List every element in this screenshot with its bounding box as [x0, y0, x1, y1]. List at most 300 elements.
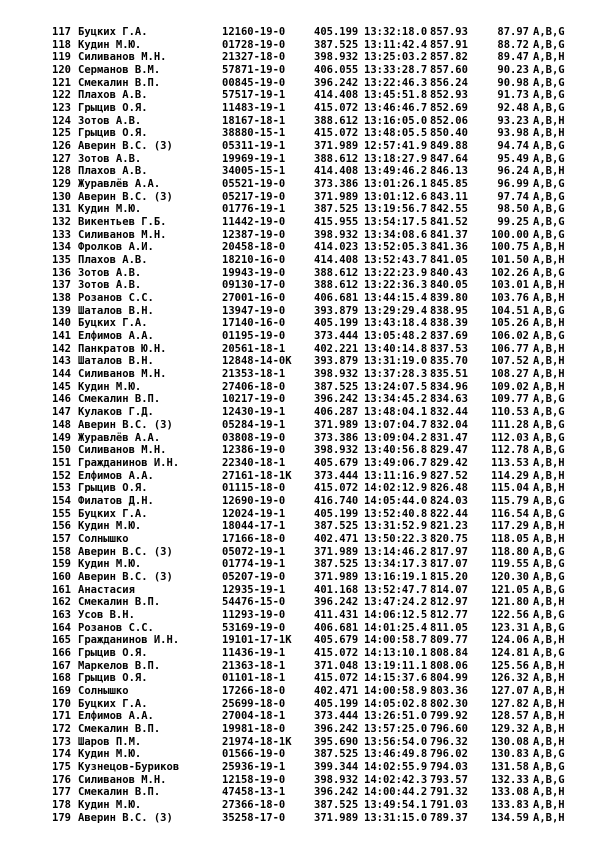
- group-code: A,B,G: [533, 507, 565, 520]
- distance: 405.199: [314, 697, 359, 710]
- table-row: [0, 495, 600, 508]
- place-number: 164: [52, 621, 71, 634]
- arrival-time: 13:14:46.2: [364, 545, 428, 558]
- coefficient: 120.30: [491, 570, 529, 583]
- ring-number: 19101-17-1K: [222, 634, 292, 647]
- table-row: [0, 330, 600, 343]
- coefficient: 133.83: [491, 798, 529, 811]
- arrival-time: 13:45:51.8: [364, 89, 428, 102]
- coefficient: 92.48: [497, 102, 529, 115]
- ring-number: 25936-19-1: [222, 760, 286, 773]
- coefficient: 91.73: [497, 89, 529, 102]
- fancier-name: Зотов А.В.: [78, 279, 142, 292]
- fancier-name: Силиванов М.Н.: [78, 368, 167, 381]
- ring-number: 12386-19-0: [222, 444, 286, 457]
- arrival-time: 13:34:08.6: [364, 228, 428, 241]
- speed: 815.20: [430, 570, 468, 583]
- distance: 388.612: [314, 114, 359, 127]
- coefficient: 126.32: [491, 672, 529, 685]
- distance: 414.023: [314, 241, 359, 254]
- distance: 388.612: [314, 279, 359, 292]
- fancier-name: Зотов А.В.: [78, 114, 142, 127]
- arrival-time: 13:19:56.7: [364, 203, 428, 216]
- table-row: [0, 558, 600, 571]
- coefficient: 107.52: [491, 355, 529, 368]
- speed: 817.97: [430, 545, 468, 558]
- speed: 841.52: [430, 216, 468, 229]
- fancier-name: Панкратов Ю.Н.: [78, 342, 167, 355]
- place-number: 127: [52, 152, 71, 165]
- ring-number: 05072-19-1: [222, 545, 286, 558]
- arrival-time: 12:57:41.9: [364, 140, 428, 153]
- distance: 388.612: [314, 152, 359, 165]
- distance: 405.199: [314, 507, 359, 520]
- group-code: A,B,H: [533, 672, 565, 685]
- coefficient: 96.24: [497, 165, 529, 178]
- distance: 396.242: [314, 786, 359, 799]
- arrival-time: 13:52:40.8: [364, 507, 428, 520]
- coefficient: 99.25: [497, 216, 529, 229]
- coefficient: 103.01: [491, 279, 529, 292]
- fancier-name: Аверин В.С. (З): [78, 545, 173, 558]
- place-number: 157: [52, 532, 71, 545]
- table-row: [0, 292, 600, 305]
- ring-number: 35258-17-0: [222, 811, 286, 824]
- ring-number: 05521-19-0: [222, 178, 286, 191]
- distance: 402.471: [314, 532, 359, 545]
- ring-number: 27406-18-0: [222, 380, 286, 393]
- speed: 841.05: [430, 254, 468, 267]
- speed: 804.99: [430, 672, 468, 685]
- ring-number: 21327-18-0: [222, 51, 286, 64]
- group-code: A,B,G: [533, 418, 565, 431]
- ring-number: 01774-19-1: [222, 558, 286, 571]
- coefficient: 109.02: [491, 380, 529, 393]
- place-number: 155: [52, 507, 71, 520]
- fancier-name: Аверин В.С. (З): [78, 140, 173, 153]
- arrival-time: 13:57:25.0: [364, 722, 428, 735]
- group-code: A,B,G: [533, 203, 565, 216]
- arrival-time: 13:01:26.1: [364, 178, 428, 191]
- place-number: 153: [52, 482, 71, 495]
- group-code: A,B,H: [533, 786, 565, 799]
- distance: 399.344: [314, 760, 359, 773]
- table-row: [0, 89, 600, 102]
- ring-number: 12690-19-0: [222, 494, 286, 507]
- ring-number: 18210-16-0: [222, 254, 286, 267]
- ring-number: 47458-13-1: [222, 786, 286, 799]
- fancier-name: Силиванов М.Н.: [78, 773, 167, 786]
- speed: 824.03: [430, 494, 468, 507]
- distance: 387.525: [314, 798, 359, 811]
- fancier-name: Усов В.Н.: [78, 608, 135, 621]
- table-row: [0, 406, 600, 419]
- place-number: 178: [52, 798, 71, 811]
- arrival-time: 13:07:04.7: [364, 418, 428, 431]
- group-code: A,B,H: [533, 51, 565, 64]
- table-row: [0, 482, 600, 495]
- place-number: 159: [52, 558, 71, 571]
- speed: 808.84: [430, 646, 468, 659]
- ring-number: 18044-17-1: [222, 520, 286, 533]
- ring-number: 19943-19-0: [222, 266, 286, 279]
- distance: 398.932: [314, 773, 359, 786]
- speed: 832.44: [430, 406, 468, 419]
- distance: 405.679: [314, 456, 359, 469]
- group-code: A,B,G: [533, 406, 565, 419]
- place-number: 122: [52, 89, 71, 102]
- arrival-time: 13:26:51.0: [364, 710, 428, 723]
- arrival-time: 13:24:07.5: [364, 380, 428, 393]
- distance: 415.072: [314, 672, 359, 685]
- group-code: A,B,G: [533, 228, 565, 241]
- place-number: 156: [52, 520, 71, 533]
- speed: 839.80: [430, 292, 468, 305]
- speed: 817.07: [430, 558, 468, 571]
- speed: 847.64: [430, 152, 468, 165]
- group-code: A,B,G: [533, 76, 565, 89]
- arrival-time: 13:01:12.6: [364, 190, 428, 203]
- distance: 387.525: [314, 380, 359, 393]
- group-code: A,B,G: [533, 494, 565, 507]
- fancier-name: Грыцив О.Я.: [78, 672, 148, 685]
- place-number: 131: [52, 203, 71, 216]
- coefficient: 131.58: [491, 760, 529, 773]
- speed: 850.40: [430, 127, 468, 140]
- coefficient: 121.05: [491, 583, 529, 596]
- arrival-time: 14:02:12.9: [364, 482, 428, 495]
- ring-number: 01195-19-0: [222, 330, 286, 343]
- coefficient: 113.53: [491, 456, 529, 469]
- results-table: [0, 26, 600, 824]
- fancier-name: Грыцив О.Я.: [78, 102, 148, 115]
- distance: 373.444: [314, 469, 359, 482]
- distance: 398.932: [314, 228, 359, 241]
- arrival-time: 13:49:06.7: [364, 456, 428, 469]
- place-number: 135: [52, 254, 71, 267]
- group-code: A,B,G: [533, 190, 565, 203]
- arrival-time: 13:29:29.4: [364, 304, 428, 317]
- group-code: A,B,G: [533, 178, 565, 191]
- coefficient: 118.05: [491, 532, 529, 545]
- distance: 415.955: [314, 216, 359, 229]
- group-code: A,B,H: [533, 165, 565, 178]
- place-number: 120: [52, 64, 71, 77]
- table-row: [0, 786, 600, 799]
- ring-number: 05217-19-0: [222, 190, 286, 203]
- group-code: A,B,G: [533, 748, 565, 761]
- coefficient: 93.98: [497, 127, 529, 140]
- table-row: [0, 660, 600, 673]
- coefficient: 98.50: [497, 203, 529, 216]
- group-code: A,B,H: [533, 659, 565, 672]
- speed: 835.51: [430, 368, 468, 381]
- arrival-time: 14:15:37.6: [364, 672, 428, 685]
- table-row: [0, 508, 600, 521]
- arrival-time: 13:22:23.9: [364, 266, 428, 279]
- fancier-name: Аверин В.С. (З): [78, 190, 173, 203]
- coefficient: 112.03: [491, 431, 529, 444]
- distance: 415.072: [314, 646, 359, 659]
- place-number: 175: [52, 760, 71, 773]
- fancier-name: Грыцив О.Я.: [78, 482, 148, 495]
- group-code: A,B,G: [533, 38, 565, 51]
- place-number: 152: [52, 469, 71, 482]
- arrival-time: 13:32:18.0: [364, 26, 428, 38]
- distance: 398.932: [314, 444, 359, 457]
- group-code: A,B,H: [533, 596, 565, 609]
- coefficient: 114.29: [491, 469, 529, 482]
- group-code: A,B,G: [533, 621, 565, 634]
- arrival-time: 14:06:12.5: [364, 608, 428, 621]
- speed: 849.88: [430, 140, 468, 153]
- arrival-time: 14:00:44.2: [364, 786, 428, 799]
- distance: 398.932: [314, 368, 359, 381]
- coefficient: 115.79: [491, 494, 529, 507]
- place-number: 179: [52, 811, 71, 824]
- fancier-name: Кудин М.Ю.: [78, 798, 142, 811]
- fancier-name: Плахов А.В.: [78, 254, 148, 267]
- fancier-name: Кулаков Г.Д.: [78, 406, 154, 419]
- fancier-name: Аверин В.С. (З): [78, 418, 173, 431]
- table-row: [0, 64, 600, 77]
- fancier-name: Кудин М.Ю.: [78, 380, 142, 393]
- table-row: [0, 672, 600, 685]
- place-number: 162: [52, 596, 71, 609]
- table-row: [0, 254, 600, 267]
- distance: 415.072: [314, 482, 359, 495]
- group-code: A,B,G: [533, 152, 565, 165]
- fancier-name: Буцких Г.А.: [78, 26, 148, 38]
- fancier-name: Плахов А.В.: [78, 89, 148, 102]
- distance: 371.989: [314, 190, 359, 203]
- fancier-name: Шаталов В.Н.: [78, 304, 154, 317]
- fancier-name: Смекалин В.П.: [78, 722, 161, 735]
- place-number: 169: [52, 684, 71, 697]
- arrival-time: 14:01:25.4: [364, 621, 428, 634]
- place-number: 165: [52, 634, 71, 647]
- place-number: 161: [52, 583, 71, 596]
- fancier-name: Силиванов М.Н.: [78, 228, 167, 241]
- fancier-name: Журавлёв А.А.: [78, 431, 161, 444]
- table-row: [0, 457, 600, 470]
- fancier-name: Розанов С.С.: [78, 621, 154, 634]
- arrival-time: 13:54:17.5: [364, 216, 428, 229]
- arrival-time: 13:48:05.5: [364, 127, 428, 140]
- place-number: 118: [52, 38, 71, 51]
- fancier-name: Кудин М.Ю.: [78, 748, 142, 761]
- ring-number: 12430-19-1: [222, 406, 286, 419]
- arrival-time: 13:52:05.3: [364, 241, 428, 254]
- distance: 388.612: [314, 266, 359, 279]
- place-number: 139: [52, 304, 71, 317]
- ring-number: 21353-18-1: [222, 368, 286, 381]
- place-number: 171: [52, 710, 71, 723]
- coefficient: 100.75: [491, 241, 529, 254]
- speed: 835.70: [430, 355, 468, 368]
- fancier-name: Аверин В.С. (З): [78, 570, 173, 583]
- speed: 852.93: [430, 89, 468, 102]
- arrival-time: 13:31:52.9: [364, 520, 428, 533]
- table-row: [0, 355, 600, 368]
- group-code: A,B,H: [533, 317, 565, 330]
- ring-number: 57517-19-1: [222, 89, 286, 102]
- coefficient: 133.08: [491, 786, 529, 799]
- coefficient: 110.53: [491, 406, 529, 419]
- fancier-name: Силиванов М.Н.: [78, 51, 167, 64]
- speed: 812.97: [430, 596, 468, 609]
- speed: 811.05: [430, 621, 468, 634]
- place-number: 132: [52, 216, 71, 229]
- group-code: A,B,H: [533, 456, 565, 469]
- place-number: 176: [52, 773, 71, 786]
- coefficient: 115.04: [491, 482, 529, 495]
- arrival-time: 13:43:18.4: [364, 317, 428, 330]
- group-code: A,B,H: [533, 735, 565, 748]
- speed: 808.06: [430, 659, 468, 672]
- arrival-time: 14:02:55.9: [364, 760, 428, 773]
- fancier-name: Зотов А.В.: [78, 266, 142, 279]
- ring-number: 11293-19-0: [222, 608, 286, 621]
- place-number: 163: [52, 608, 71, 621]
- group-code: A,B,G: [533, 266, 565, 279]
- ring-number: 21974-18-1K: [222, 735, 292, 748]
- coefficient: 95.49: [497, 152, 529, 165]
- coefficient: 94.74: [497, 140, 529, 153]
- fancier-name: Елфимов А.А.: [78, 330, 154, 343]
- table-row: [0, 140, 600, 153]
- table-row: [0, 710, 600, 723]
- table-row: [0, 279, 600, 292]
- distance: 398.932: [314, 51, 359, 64]
- group-code: A,B,G: [533, 102, 565, 115]
- coefficient: 88.72: [497, 38, 529, 51]
- speed: 821.23: [430, 520, 468, 533]
- speed: 793.57: [430, 773, 468, 786]
- distance: 371.048: [314, 659, 359, 672]
- arrival-time: 13:05:48.2: [364, 330, 428, 343]
- distance: 396.242: [314, 393, 359, 406]
- coefficient: 103.76: [491, 292, 529, 305]
- ring-number: 12158-19-0: [222, 773, 286, 786]
- fancier-name: Шаров П.М.: [78, 735, 142, 748]
- group-code: A,B,H: [533, 279, 565, 292]
- table-row: [0, 229, 600, 242]
- place-number: 168: [52, 672, 71, 685]
- ring-number: 11436-19-1: [222, 646, 286, 659]
- place-number: 119: [52, 51, 71, 64]
- speed: 791.03: [430, 798, 468, 811]
- group-code: A,B,H: [533, 520, 565, 533]
- distance: 371.989: [314, 418, 359, 431]
- coefficient: 129.32: [491, 722, 529, 735]
- table-row: [0, 470, 600, 483]
- table-row: [0, 153, 600, 166]
- place-number: 137: [52, 279, 71, 292]
- coefficient: 89.47: [497, 51, 529, 64]
- speed: 834.96: [430, 380, 468, 393]
- speed: 820.75: [430, 532, 468, 545]
- speed: 794.03: [430, 760, 468, 773]
- group-code: A,B,G: [533, 773, 565, 786]
- table-row: [0, 444, 600, 457]
- group-code: A,B,G: [533, 140, 565, 153]
- place-number: 144: [52, 368, 71, 381]
- speed: 838.39: [430, 317, 468, 330]
- distance: 396.242: [314, 76, 359, 89]
- table-row: [0, 520, 600, 533]
- ring-number: 11483-19-1: [222, 102, 286, 115]
- ring-number: 18167-18-1: [222, 114, 286, 127]
- group-code: A,B,H: [533, 798, 565, 811]
- place-number: 177: [52, 786, 71, 799]
- ring-number: 19981-18-0: [222, 722, 286, 735]
- table-row: [0, 368, 600, 381]
- coefficient: 130.83: [491, 748, 529, 761]
- speed: 827.52: [430, 469, 468, 482]
- distance: 387.525: [314, 520, 359, 533]
- fancier-name: Розанов С.С.: [78, 292, 154, 305]
- speed: 852.06: [430, 114, 468, 127]
- place-number: 121: [52, 76, 71, 89]
- place-number: 167: [52, 659, 71, 672]
- coefficient: 90.98: [497, 76, 529, 89]
- arrival-time: 13:49:54.1: [364, 798, 428, 811]
- speed: 845.85: [430, 178, 468, 191]
- table-row: [0, 77, 600, 90]
- distance: 414.408: [314, 89, 359, 102]
- arrival-time: 13:09:04.2: [364, 431, 428, 444]
- ring-number: 05207-19-0: [222, 570, 286, 583]
- place-number: 149: [52, 431, 71, 444]
- arrival-time: 13:34:17.3: [364, 558, 428, 571]
- ring-number: 54476-15-0: [222, 596, 286, 609]
- table-row: [0, 546, 600, 559]
- table-row: [0, 51, 600, 64]
- place-number: 146: [52, 393, 71, 406]
- coefficient: 109.77: [491, 393, 529, 406]
- table-row: [0, 343, 600, 356]
- table-row: [0, 393, 600, 406]
- distance: 406.055: [314, 64, 359, 77]
- ring-number: 17266-18-0: [222, 684, 286, 697]
- place-number: 129: [52, 178, 71, 191]
- ring-number: 00845-19-0: [222, 76, 286, 89]
- arrival-time: 13:11:16.9: [364, 469, 428, 482]
- group-code: A,B,H: [533, 697, 565, 710]
- arrival-time: 13:22:46.3: [364, 76, 428, 89]
- coefficient: 93.23: [497, 114, 529, 127]
- speed: 857.60: [430, 64, 468, 77]
- table-row: [0, 317, 600, 330]
- coefficient: 87.97: [497, 26, 529, 38]
- place-number: 140: [52, 317, 71, 330]
- speed: 846.13: [430, 165, 468, 178]
- ring-number: 12160-19-0: [222, 26, 286, 38]
- table-row: [0, 533, 600, 546]
- group-code: A,B,G: [533, 216, 565, 229]
- arrival-time: 13:31:15.0: [364, 811, 428, 824]
- coefficient: 128.57: [491, 710, 529, 723]
- ring-number: 01776-19-1: [222, 203, 286, 216]
- coefficient: 116.54: [491, 507, 529, 520]
- table-row: [0, 774, 600, 787]
- ring-number: 12848-14-0K: [222, 355, 292, 368]
- speed: 803.36: [430, 684, 468, 697]
- place-number: 173: [52, 735, 71, 748]
- place-number: 158: [52, 545, 71, 558]
- fancier-name: Смекалин В.П.: [78, 76, 161, 89]
